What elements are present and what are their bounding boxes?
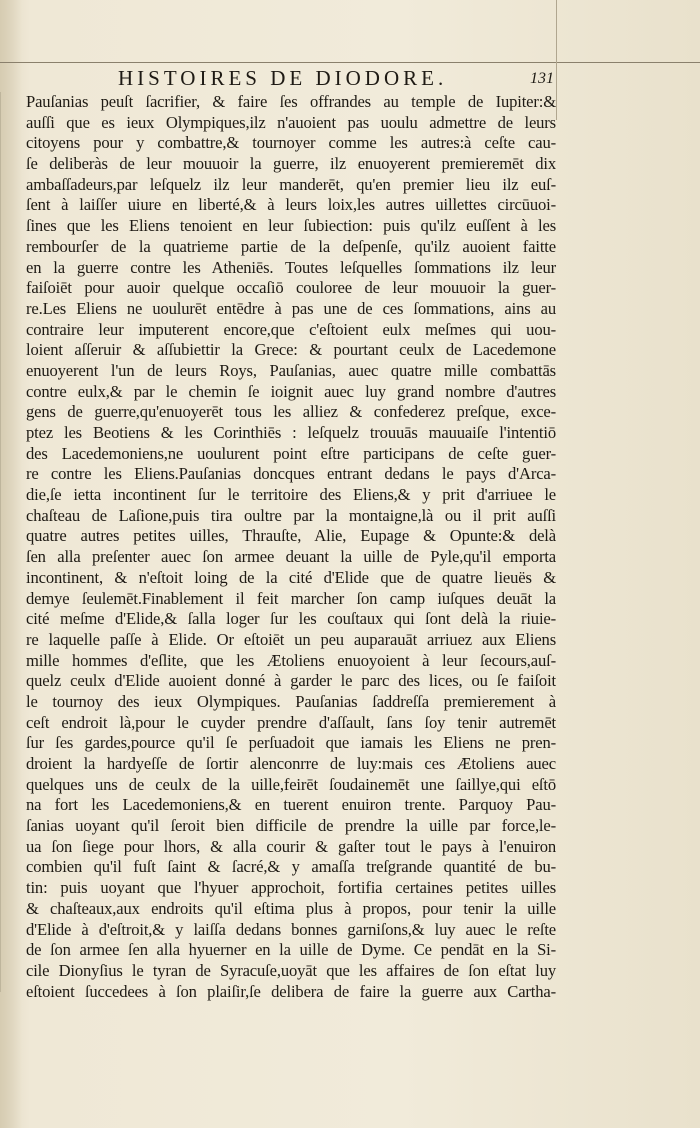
text-line: die,ſe ietta incontinent ſur le territoire des Eliens,& y prit d'arriuee le [26,485,556,505]
text-line: rembourſer de la quatrieme partie de la deſpenſe, qu'ilz auoient faitte [26,236,556,256]
text-line: ſanias uoyant qu'il ſeroit bien difficile de prendre la uille par force,le- [26,816,556,836]
text-line: d'Elide à d'eſtroit,& y laiſſa dedans bonnes garniſons,& luy auec le reſte [26,919,556,939]
text-line: ceſt endroit là,pour le cuyder prendre d'aſſault, ſans ſoy tenir autremēt [26,712,556,732]
text-line: ſen alla preſenter auec ſon armee deuant la uille de Pyle,qu'il emporta [26,547,556,567]
text-line: ambaſſadeurs,par leſquelz ilz leur manderēt, qu'en premier lieu ilz euſ- [26,174,556,194]
text-line: ſe deliberàs de leur mouuoir la guerre, ilz enuoyerent premieremēt dix [26,154,556,174]
text-line: en la guerre contre les Atheniēs. Toutes leſquelles ſommations ilz leur [26,257,556,277]
text-line: re contre les Eliens.Pauſanias doncques entrant dedans le pays d'Arca- [26,464,556,484]
text-line: chaſteau de Laſione,puis tira oultre par la montaigne,là ou il prit auſſi [26,505,556,525]
text-line: quelz ceulx d'Elide auoient donné à garder le parc des lices, ou ſe faiſoit [26,671,556,691]
text-line: contraire leur imputerent encore,que c'eſtoient eulx meſmes qui uou- [26,319,556,339]
text-line: re.Les Eliens ne uoulurēt entēdre à pas une de ces ſommations, ains au [26,298,556,318]
text-line: & chaſteaux,aux endroits qu'il eſtima plus à propos, pour tenir la uille [26,898,556,918]
margin-line [0,92,7,992]
text-line: ſines que les Eliens tenoient en leur ſubiection: puis qu'ilz euſſent à les [26,216,556,236]
text-line: ſur ſes gardes,pource qu'il ſe perſuadoit que iamais les Eliens ne pren- [26,733,556,753]
text-line: quatre autres petites uilles, Thrauſte, Alie, Eupage & Opunte:& delà [26,526,556,546]
text-line: incontinent, & n'eſtoit loing de la cité d'Elide que de quatre lieuës & [26,567,556,587]
text-line: des Lacedemoniens,ne uoulurent point eſtre participans de ceſte guer- [26,443,556,463]
text-line: enuoyerent l'un de leurs Roys, Pauſanias, auec quatre mille combattās [26,360,556,380]
text-line: na fort les Lacedemoniens,& en tuerent enuiron trente. Parquoy Pau- [26,795,556,815]
text-line: droient la hardyeſſe de ſortir alenconrre de luy:mais ces Ætoliens auec [26,754,556,773]
text-line: Pauſanias peuſt ſacrifier, & faire ſes offrandes au temple de Iupiter:& [26,92,556,111]
body-text [26,92,556,1002]
text-line: eſtoient ſuccedees à ſon plaiſir,ſe delibera de faire la guerre aux Cartha- [26,981,556,1001]
running-title: HISTOIRES DE DIODORE. [118,66,448,90]
text-line: loient aſſeruir & aſſubiettir la Grece: & pourtant ceulx de Lacedemone [26,340,556,360]
text-line: tin: puis uoyant que l'hyuer approchoit, fortifia certaines petites uilles [26,878,556,898]
text-line: mille hommes d'eſlite, que les Ætoliens enuoyoient à leur ſecours,auſ- [26,650,556,670]
text-line: cile Dionyſius le tyran de Syracuſe,uoyāt que les affaires de ſon eſtat luy [26,960,556,980]
text-line: demye ſeulemēt.Finablement il feit marcher ſon camp iuſques deuāt la [26,588,556,608]
text-line: contre eulx,& par le chemin ſe ioignit auec luy grand nombre d'autres [26,381,556,401]
text-line: cité meſme d'Elide,& ſalla loger ſur les couſtaux qui ſont delà la riuie- [26,609,556,629]
running-head [0,64,700,94]
text-line: quelques uns de ceulx de la uille,feirēt ſoudainemēt une ſaillye,qui eſtō [26,774,556,794]
text-line: combien qu'il fuſt ſaint & ſacré,& y amaſſa treſgrande quantité de bu- [26,857,556,877]
text-line: auſſi que es ieux Olympiques,ilz n'auoient pas uoulu admettre de leurs [26,112,556,132]
text-line: ptez les Beotiens & les Corinthiēs : leſquelz trouuās mauuaiſe l'intentiō [26,423,556,442]
fold-line [556,0,557,120]
text-line: citoyens pour y combattre,& tournoyer comme les autres:à ceſte cau- [26,133,556,153]
text-line: gens de guerre,qu'enuoyerēt tous les alliez & confederez preſque, exce- [26,402,556,422]
text-line: de ſon armee ſen alla hyuerner en la uille de Dyme. Ce pendāt en la Si- [26,940,556,960]
page-edge-rule [0,62,700,63]
page-number: 131 [530,70,554,87]
text-line: ſent à laiſſer uiure en liberté,& à leurs loix,les autres uillettes circūuoi- [26,195,556,215]
text-line: re laquelle paſſe à Elide. Or eſtoiēt un peu auparauāt arriuez aux Eliens [26,629,556,649]
text-line: ua ſon ſiege pour lhors, & alla courir & gaſter tout le pays à l'enuiron [26,836,556,856]
text-line: le tournoy des ieux Olympiques. Pauſanias ſaddreſſa premierement à [26,691,556,711]
text-line: faiſoiēt pour auoir quelque occaſiō couloree de leur mouuoir la guer- [26,278,556,298]
